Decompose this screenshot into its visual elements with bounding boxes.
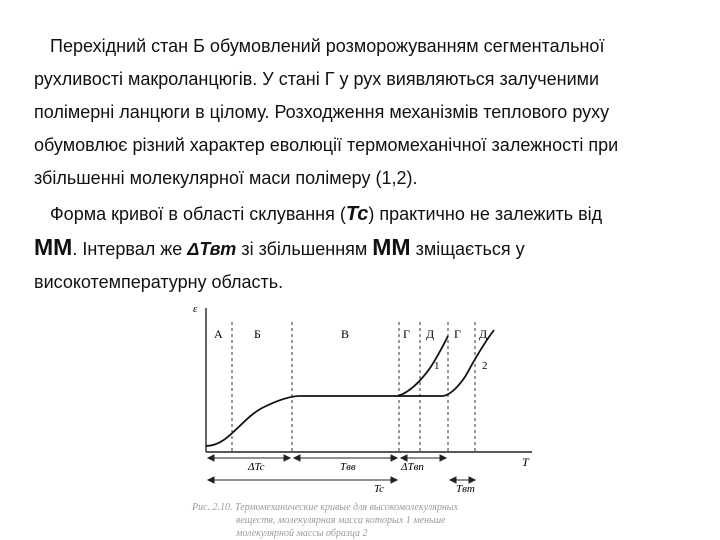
interval-label-dtc: ΔTc [248,461,265,473]
y-axis-label: ε [193,303,198,315]
curve-label-2: 2 [482,360,488,372]
p2-part2: ) практично не залежить від [368,204,603,224]
p1-line2: рухливості макроланцюгів. У стані Г у рух виявляються залученими [34,69,600,89]
p1-line5: збільшенні молекулярної маси полімеру (1,2). [34,168,418,188]
interval-label-tc: Tc [374,483,384,495]
region-label-a: А [214,327,223,341]
caption-line-1: Рис. 2.10. Термомеханические кривые для высокомолекулярных [192,502,459,513]
p1-line1: Перехідний стан Б обумовлений розморожуванням сегментальної [50,36,605,56]
mm-term-2: ММ [372,234,411,260]
caption-line-2: веществ, молекулярная масса которых 1 меньше [236,515,446,526]
p2-part4: зі збільшенням [236,239,373,259]
interval-label-tvv: Tвв [340,461,356,473]
region-label-d2: Д [479,327,488,341]
caption-line-3: молекулярной массы образца 2 [236,528,368,539]
dtvt-term: ΔТвт [187,239,237,259]
figure-caption [191,502,459,539]
region-label-g1: Г [403,327,410,341]
p2-part3: . Інтервал же [72,239,188,259]
region-label-v: В [341,327,350,341]
tc-term: Тс [345,203,369,225]
region-label-b: Б [254,327,261,341]
region-label-g2: Г [454,327,461,341]
x-axis-label: T [522,455,529,469]
mm-term: ММ [34,234,73,260]
region-dividers [232,322,475,452]
curve-1 [398,336,448,396]
p1-line3: полімерні ланцюги в цілому. Розходження механізмів теплового руху [34,102,610,122]
interval-label-dtvp: ΔTвп [401,461,424,473]
p2-part1: Форма кривої в області склування ( [50,204,346,224]
curve-2 [206,330,494,446]
p2-line3: високотемпературну область. [34,272,284,292]
p2-part5: зміщається у [410,239,525,259]
interval-label-tvt: Tвт [456,483,475,495]
region-label-d1: Д [426,327,435,341]
p1-line4: обумовлює різний характер еволюції термомеханічної залежності при [34,135,619,155]
curve-label-1: 1 [434,360,440,372]
